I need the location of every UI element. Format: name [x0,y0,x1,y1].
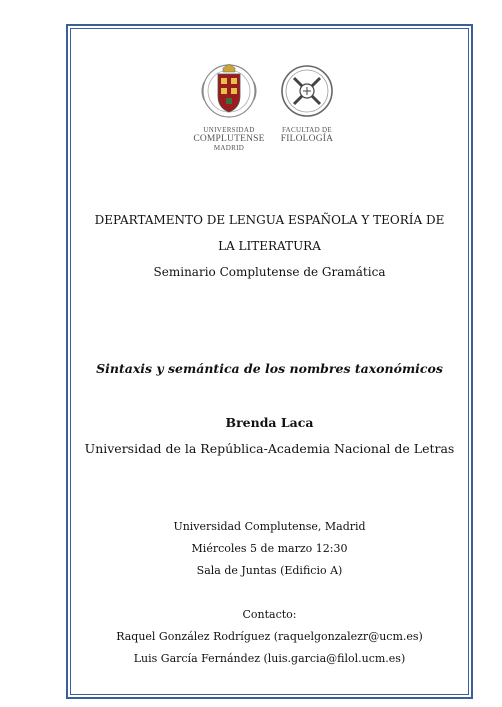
filologia-caption-line1: FACULTAD DE [282,126,332,134]
ucm-logo [190,60,268,153]
ucm-caption-line3: MADRID [213,144,245,152]
department-line2: LA LITERATURA [218,239,321,253]
department-header [70,207,469,285]
talk-title: Sintaxis y semántica de los nombres taxonómicos [96,361,443,376]
logo-group [190,60,340,160]
seminar-name: Seminario Complutense de Gramática [153,265,386,279]
ucm-caption-line1: UNIVERSIDAD [203,126,255,134]
venue-room: Sala de Juntas (Edificio A) [196,564,343,577]
contact-info [70,604,469,670]
filologia-logo [274,60,340,144]
speaker-name: Brenda Laca [225,415,314,430]
filologia-emblem-icon [274,60,340,122]
speaker-affiliation: Universidad de la República-Academia Nacional de Letras [84,441,455,456]
ucm-caption-line2: COMPLUTENSE [193,134,265,144]
contact-label: Contacto: [242,608,297,621]
venue-place: Universidad Complutense, Madrid [173,520,366,533]
contact-person2: Luis García Fernández (luis.garcia@filol.ucm.es) [133,652,406,665]
contact-person1: Raquel González Rodríguez (raquelgonzalezr@ucm.es) [116,630,423,643]
venue-info [70,516,469,582]
ucm-seal-icon [190,60,268,122]
venue-datetime: Miércoles 5 de marzo 12:30 [191,542,348,555]
department-line1: DEPARTAMENTO DE LENGUA ESPAÑOLA Y TEORÍA DE [94,213,445,227]
filologia-caption-line2: FILOLOGÍA [280,134,334,144]
